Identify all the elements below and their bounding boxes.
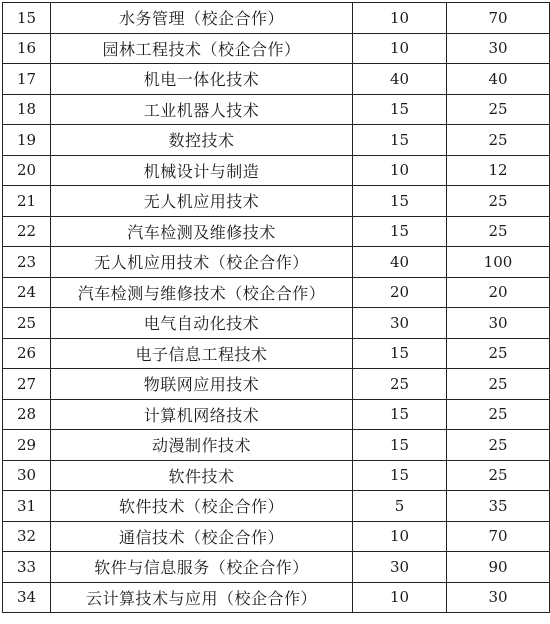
major-name-cell: 软件与信息服务（校企合作） — [51, 552, 353, 583]
value-b-cell: 40 — [447, 64, 550, 95]
value-b-cell: 30 — [447, 582, 550, 613]
value-a-cell: 15 — [353, 460, 447, 491]
table-row — [3, 399, 550, 430]
row-number-cell: 29 — [3, 430, 51, 461]
table-row — [3, 582, 550, 613]
row-number-cell: 17 — [3, 64, 51, 95]
value-a-cell: 15 — [353, 94, 447, 125]
major-name-cell: 计算机网络技术 — [51, 399, 353, 430]
table-row — [3, 430, 550, 461]
row-number-cell: 32 — [3, 521, 51, 552]
major-name-cell: 机电一体化技术 — [51, 64, 353, 95]
table-row — [3, 3, 550, 34]
row-number-cell: 30 — [3, 460, 51, 491]
table-row — [3, 369, 550, 400]
value-b-cell: 35 — [447, 491, 550, 522]
major-name-cell: 水务管理（校企合作） — [51, 3, 353, 34]
value-a-cell: 25 — [353, 369, 447, 400]
value-a-cell: 30 — [353, 308, 447, 339]
value-b-cell: 25 — [447, 399, 550, 430]
row-number-cell: 15 — [3, 3, 51, 34]
table-row — [3, 64, 550, 95]
major-name-cell: 工业机器人技术 — [51, 94, 353, 125]
major-name-cell: 物联网应用技术 — [51, 369, 353, 400]
major-name-cell: 汽车检测及维修技术 — [51, 216, 353, 247]
value-a-cell: 15 — [353, 186, 447, 217]
row-number-cell: 28 — [3, 399, 51, 430]
value-b-cell: 25 — [447, 338, 550, 369]
majors-table-body — [3, 3, 550, 613]
major-name-cell: 园林工程技术（校企合作） — [51, 33, 353, 64]
table-row — [3, 338, 550, 369]
value-b-cell: 30 — [447, 33, 550, 64]
value-b-cell: 70 — [447, 3, 550, 34]
value-b-cell: 90 — [447, 552, 550, 583]
major-name-cell: 电子信息工程技术 — [51, 338, 353, 369]
table-row — [3, 94, 550, 125]
table-row — [3, 125, 550, 156]
value-b-cell: 25 — [447, 216, 550, 247]
value-b-cell: 30 — [447, 308, 550, 339]
table-row — [3, 155, 550, 186]
table-row — [3, 277, 550, 308]
row-number-cell: 31 — [3, 491, 51, 522]
major-name-cell: 软件技术 — [51, 460, 353, 491]
table-row — [3, 33, 550, 64]
value-b-cell: 25 — [447, 94, 550, 125]
row-number-cell: 26 — [3, 338, 51, 369]
row-number-cell: 22 — [3, 216, 51, 247]
row-number-cell: 33 — [3, 552, 51, 583]
value-a-cell: 15 — [353, 430, 447, 461]
value-b-cell: 25 — [447, 460, 550, 491]
value-b-cell: 70 — [447, 521, 550, 552]
value-b-cell: 25 — [447, 369, 550, 400]
value-a-cell: 30 — [353, 552, 447, 583]
row-number-cell: 20 — [3, 155, 51, 186]
value-b-cell: 100 — [447, 247, 550, 278]
major-name-cell: 数控技术 — [51, 125, 353, 156]
table-row — [3, 186, 550, 217]
major-name-cell: 云计算技术与应用（校企合作） — [51, 582, 353, 613]
row-number-cell: 25 — [3, 308, 51, 339]
row-number-cell: 21 — [3, 186, 51, 217]
value-a-cell: 10 — [353, 3, 447, 34]
table-row — [3, 308, 550, 339]
value-b-cell: 25 — [447, 125, 550, 156]
value-b-cell: 25 — [447, 430, 550, 461]
table-row — [3, 491, 550, 522]
table-row — [3, 460, 550, 491]
major-name-cell: 无人机应用技术（校企合作） — [51, 247, 353, 278]
major-name-cell: 软件技术（校企合作） — [51, 491, 353, 522]
row-number-cell: 23 — [3, 247, 51, 278]
major-name-cell: 机械设计与制造 — [51, 155, 353, 186]
row-number-cell: 16 — [3, 33, 51, 64]
table-row — [3, 216, 550, 247]
major-name-cell: 无人机应用技术 — [51, 186, 353, 217]
row-number-cell: 19 — [3, 125, 51, 156]
value-a-cell: 10 — [353, 33, 447, 64]
value-a-cell: 15 — [353, 338, 447, 369]
value-a-cell: 15 — [353, 125, 447, 156]
value-b-cell: 12 — [447, 155, 550, 186]
value-a-cell: 10 — [353, 521, 447, 552]
row-number-cell: 18 — [3, 94, 51, 125]
value-b-cell: 25 — [447, 186, 550, 217]
value-a-cell: 40 — [353, 64, 447, 95]
value-a-cell: 40 — [353, 247, 447, 278]
major-name-cell: 汽车检测与维修技术（校企合作） — [51, 277, 353, 308]
value-a-cell: 10 — [353, 582, 447, 613]
row-number-cell: 24 — [3, 277, 51, 308]
majors-table — [2, 2, 550, 613]
value-a-cell: 5 — [353, 491, 447, 522]
value-b-cell: 20 — [447, 277, 550, 308]
major-name-cell: 通信技术（校企合作） — [51, 521, 353, 552]
table-row — [3, 247, 550, 278]
major-name-cell: 动漫制作技术 — [51, 430, 353, 461]
row-number-cell: 27 — [3, 369, 51, 400]
value-a-cell: 15 — [353, 216, 447, 247]
row-number-cell: 34 — [3, 582, 51, 613]
value-a-cell: 20 — [353, 277, 447, 308]
value-a-cell: 15 — [353, 399, 447, 430]
table-row — [3, 521, 550, 552]
major-name-cell: 电气自动化技术 — [51, 308, 353, 339]
value-a-cell: 10 — [353, 155, 447, 186]
table-row — [3, 552, 550, 583]
